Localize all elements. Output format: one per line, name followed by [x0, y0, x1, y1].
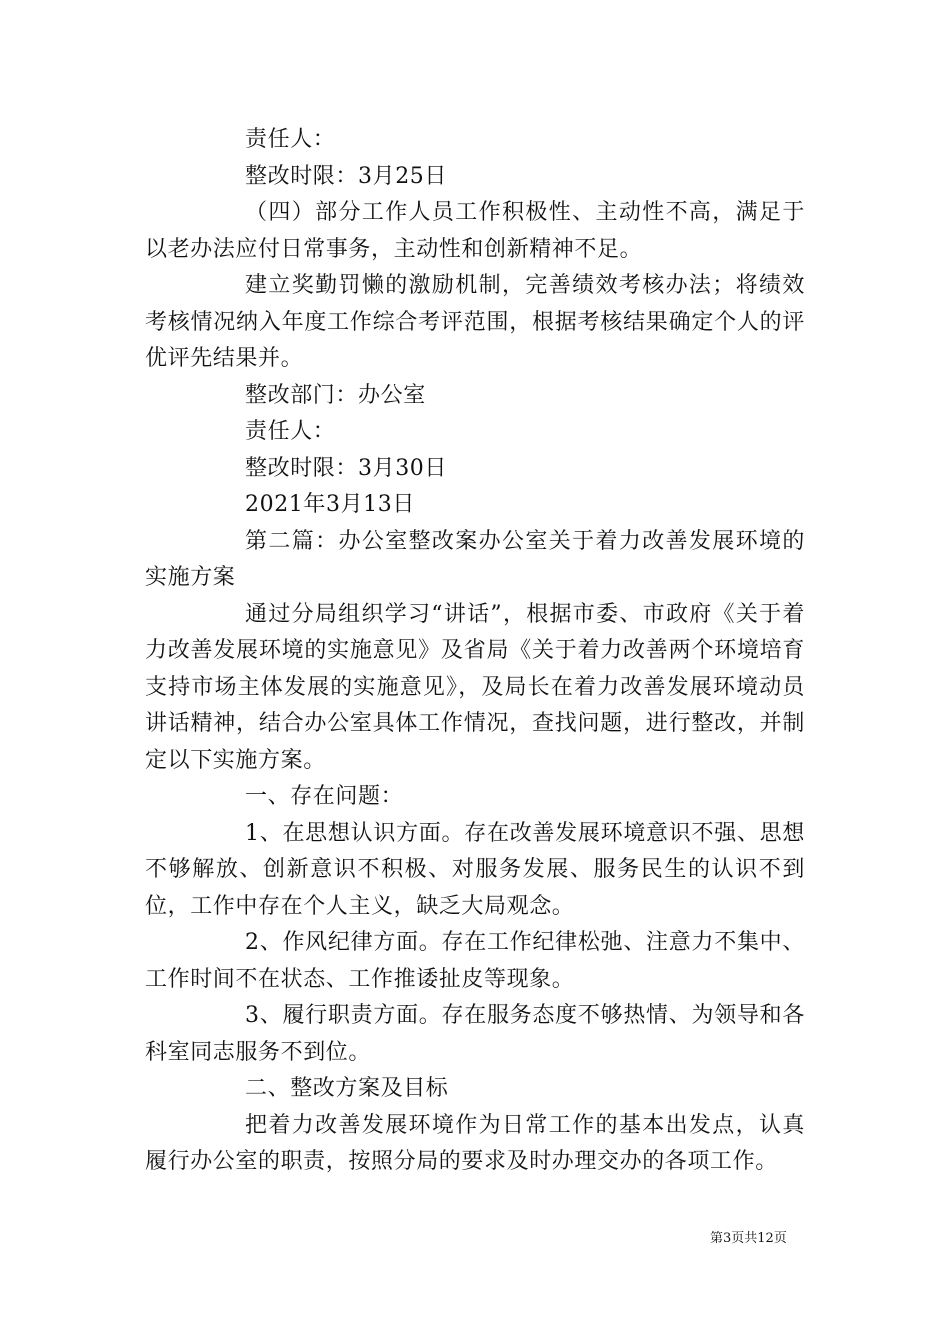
paragraph-introduction: 通过分局组织学习“讲话”，根据市委、市政府《关于着力改善发展环境的实施意见》及省局《关于着力改善两个环境培育支持市场主体发展的实施意见》，及局长在着力改善发展环境动员讲话精神，结合办公室具体工作情况，查找问题，进行整改，并制定以下实施方案。	[145, 601, 805, 773]
paragraph-responsible-person-1: 责任人：	[245, 127, 336, 152]
paragraph-date: 2021年3月13日	[245, 492, 415, 517]
paragraph-department: 整改部门：办公室	[245, 382, 426, 408]
document-body	[145, 122, 805, 1181]
paragraph-deadline-1: 整改时限：3月25日	[245, 163, 447, 189]
paragraph-problem-3: 3、履行职责方面。存在服务态度不够热情、为领导和各科室同志服务不到位。	[145, 1003, 805, 1065]
paragraph-problem-2: 2、作风纪律方面。存在工作纪律松弛、注意力不集中、工作时间不在状态、工作推诿扯皮等现象。	[145, 930, 805, 992]
paragraph-deadline-2: 整改时限：3月30日	[245, 455, 447, 481]
paragraph-plan-goal: 把着力改善发展环境作为日常工作的基本出发点，认真履行办公室的职责，按照分局的要求及时办理交办的各项工作。	[145, 1112, 805, 1174]
heading-rectification-plan: 二、整改方案及目标	[245, 1076, 449, 1101]
page-footer-page-number: 第3页共12页	[710, 1231, 787, 1246]
heading-existing-problems: 一、存在问题：	[245, 784, 404, 809]
paragraph-issue-four: （四）部分工作人员工作积极性、主动性不高，满足于以老办法应付日常事务，主动性和创新精神不足。	[145, 200, 805, 262]
paragraph-second-article-title: 第二篇：办公室整改案办公室关于着力改善发展环境的实施方案	[145, 528, 805, 590]
paragraph-problem-1: 1、在思想认识方面。存在改善发展环境意识不强、思想不够解放、创新意识不积极、对服务发展、服务民生的认识不到位，工作中存在个人主义，缺乏大局观念。	[145, 820, 805, 919]
paragraph-responsible-person-2: 责任人：	[245, 419, 336, 444]
paragraph-incentive-mechanism: 建立奖勤罚懒的激励机制，完善绩效考核办法；将绩效考核情况纳入年度工作综合考评范围，根据考核结果确定个人的评优评先结果并。	[145, 273, 805, 371]
